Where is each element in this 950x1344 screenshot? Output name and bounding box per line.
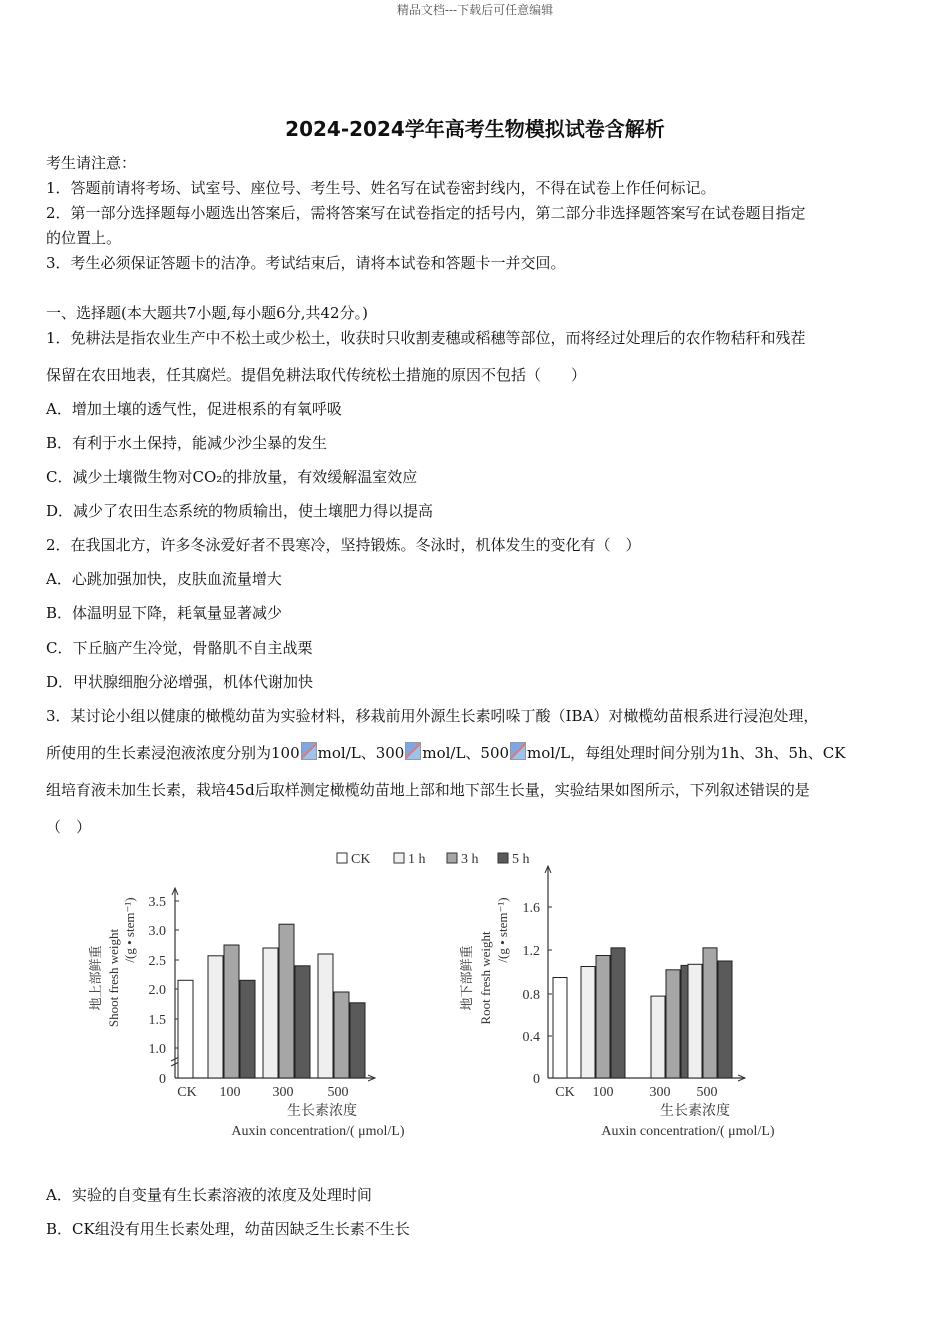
legend-label: CK — [351, 852, 371, 867]
y-tick-label: 3.5 — [148, 895, 166, 910]
q3-option-b: B．CK组没有用生长素处理，幼苗因缺乏生长素不生长 — [46, 1220, 410, 1238]
bar — [611, 948, 625, 1078]
y-axis-unit: /(g • stem⁻¹) — [122, 897, 137, 963]
y-tick-label: 3.0 — [148, 924, 166, 939]
x-tick-label: CK — [555, 1085, 575, 1100]
q3-stem: 3．某讨论小组以健康的橄榄幼苗为实验材料，移栽前用外源生长素吲哚丁酸（IBA）对橄榄幼苗根系进行浸泡处理， — [46, 707, 819, 725]
section-heading: 一、选择题(本大题共7小题,每小题6分,共42分。) — [46, 304, 368, 322]
q1-stem: 1．免耕法是指农业生产中不松土或少松土，收获时只收割麦穗或稻穗等部位，而将经过处理后的农作物秸秆和残茬 — [46, 329, 806, 347]
q3-stem-text: mol/L，每组处理时间分别为1h、3h、5h、CK — [527, 744, 846, 762]
q1-option-a: A．增加土壤的透气性，促进根系的有氧呼吸 — [46, 400, 342, 418]
y-axis-label-en: Shoot fresh weight — [106, 928, 121, 1028]
x-axis-label-en: Auxin concentration/( μmol/L) — [601, 1124, 775, 1139]
x-tick-label: 300 — [649, 1085, 671, 1100]
x-tick-label: CK — [177, 1085, 197, 1100]
q1-option-d: D．减少了农田生态系统的物质输出，使土壤肥力得以提高 — [46, 502, 434, 520]
shoot-weight-chart — [88, 888, 405, 1139]
x-tick-label: 100 — [219, 1085, 241, 1100]
y-tick-label: 0.8 — [522, 988, 540, 1003]
bar — [703, 948, 717, 1078]
bar — [581, 967, 595, 1079]
notice-item: 的位置上。 — [46, 229, 122, 247]
bar — [334, 992, 349, 1078]
x-tick-label: 500 — [696, 1085, 718, 1100]
unit-image-icon — [510, 742, 526, 760]
q1-option-c: C．减少土壤微生物对CO₂的排放量，有效缓解温室效应 — [46, 468, 418, 486]
legend-swatch — [394, 853, 404, 863]
legend-swatch — [337, 853, 347, 863]
legend-label: 5 h — [512, 852, 530, 867]
q3-option-a: A．实验的自变量有生长素溶液的浓度及处理时间 — [46, 1186, 372, 1204]
x-tick-label: 500 — [327, 1085, 349, 1100]
bar — [295, 966, 310, 1078]
y-tick-label: 1.0 — [148, 1042, 166, 1057]
x-tick-label: 100 — [592, 1085, 614, 1100]
unit-image-icon — [405, 742, 421, 760]
legend-swatch — [498, 853, 508, 863]
q3-stem-units — [46, 742, 845, 763]
x-axis-label-cn: 生长素浓度 — [660, 1104, 730, 1119]
legend-label: 3 h — [461, 852, 479, 867]
y-tick-label: 1.5 — [148, 1013, 166, 1028]
q3-stem: 组培育液未加生长素，栽培45d后取样测定橄榄幼苗地上部和地下部生长量，实验结果如图所示，下列叙述错误的是 — [46, 781, 810, 799]
x-tick-label: 300 — [272, 1085, 294, 1100]
q3-stem-text: mol/L、500 — [422, 744, 510, 762]
legend-label: 1 h — [408, 852, 426, 867]
q3-stem-text: 所使用的生长素浸泡液浓度分别为100 — [46, 744, 300, 762]
y-tick-label: 1.2 — [522, 944, 540, 959]
bar — [263, 948, 278, 1078]
bar — [718, 961, 732, 1078]
bar — [688, 964, 702, 1078]
y-tick-label: 2.5 — [148, 954, 166, 969]
y-axis-label-cn: 地下部鲜重 — [459, 945, 474, 1011]
bar — [596, 956, 610, 1079]
y-axis-label-en: Root fresh weight — [478, 931, 493, 1025]
unit-image-icon — [301, 742, 317, 760]
q1-option-b: B．有利于水土保持，能减少沙尘暴的发生 — [46, 434, 328, 452]
bar — [666, 970, 680, 1078]
notice-heading: 考生请注意： — [46, 154, 137, 172]
bar — [318, 954, 333, 1078]
y-tick-label: 0 — [533, 1072, 540, 1087]
bar — [240, 980, 255, 1078]
y-axis-label-cn: 地上部鲜重 — [88, 945, 103, 1011]
q2-option-b: B．体温明显下降，耗氧量显著减少 — [46, 604, 283, 622]
q2-option-c: C．下丘脑产生冷觉，骨骼肌不自主战栗 — [46, 639, 313, 657]
root-weight-chart — [459, 866, 775, 1139]
bar — [279, 924, 294, 1078]
q2-option-a: A．心跳加强加快，皮肤血流量增大 — [46, 570, 282, 588]
page-title: 2024-2024学年高考生物模拟试卷含解析 — [285, 117, 665, 141]
q3-stem-text: mol/L、300 — [317, 744, 405, 762]
bar-chart-figure — [0, 840, 950, 1150]
bar — [208, 956, 223, 1078]
y-tick-label: 2.0 — [148, 983, 166, 998]
q3-stem: （ ） — [46, 818, 92, 836]
q2-option-d: D．甲状腺细胞分泌增强，机体代谢加快 — [46, 673, 314, 691]
bar — [553, 978, 567, 1079]
q1-stem: 保留在农田地表，任其腐烂。提倡免耕法取代传统松土措施的原因不包括（ ） — [46, 366, 587, 384]
bar — [651, 996, 665, 1078]
x-axis-label-en: Auxin concentration/( μmol/L) — [231, 1124, 405, 1139]
y-tick-label: 0.4 — [522, 1030, 540, 1045]
bar — [178, 980, 193, 1078]
x-axis-label-cn: 生长素浓度 — [287, 1104, 357, 1119]
legend-swatch — [447, 853, 457, 863]
y-tick-label: 1.6 — [522, 901, 540, 916]
bar — [350, 1003, 365, 1078]
notice-item: 3．考生必须保证答题卡的洁净。考试结束后，请将本试卷和答题卡一并交回。 — [46, 254, 566, 272]
bar — [224, 945, 239, 1078]
notice-item: 2．第一部分选择题每小题选出答案后，需将答案写在试卷指定的括号内，第二部分非选择题答案写在试卷题目指定 — [46, 204, 806, 222]
notice-item: 1．答题前请将考场、试室号、座位号、考生号、姓名写在试卷密封线内，不得在试卷上作任何标记。 — [46, 179, 716, 197]
chart-legend — [337, 852, 530, 867]
q2-stem: 2．在我国北方，许多冬泳爱好者不畏寒冷，坚持锻炼。冬泳时，机体发生的变化有（ ） — [46, 536, 641, 554]
y-tick-label: 0 — [159, 1072, 166, 1087]
y-axis-unit: /(g • stem⁻¹) — [495, 897, 510, 963]
page-header: 精品文档---下载后可任意编辑 — [396, 3, 554, 17]
